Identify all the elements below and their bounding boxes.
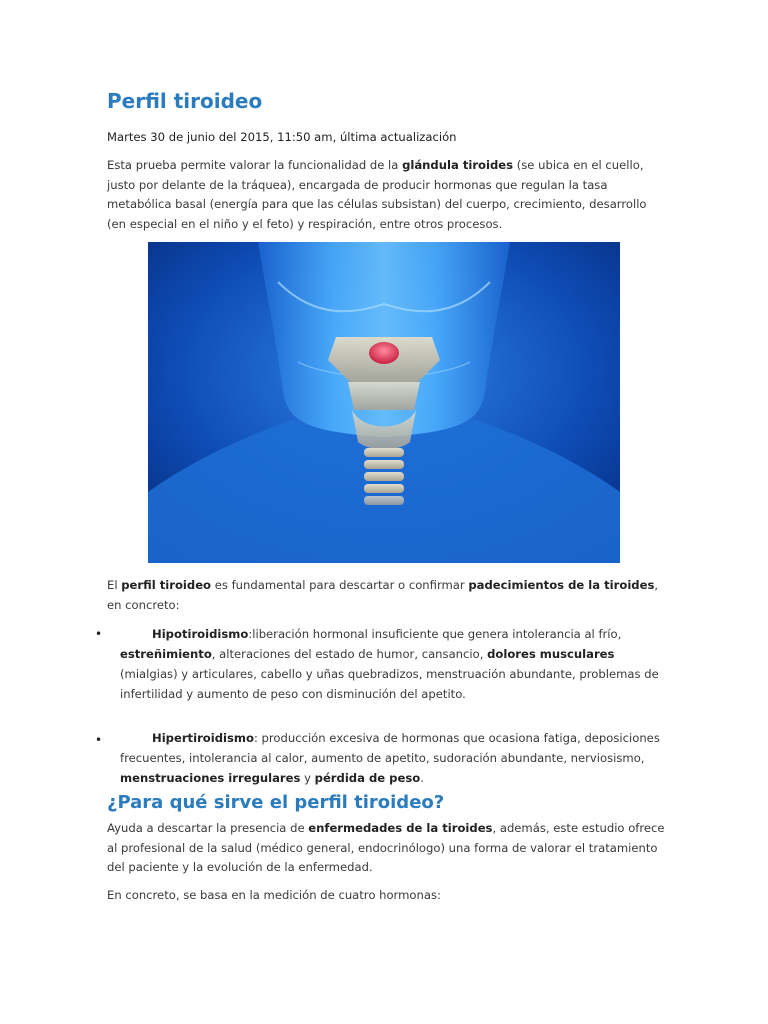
list-item-hipertiroidismo <box>120 728 660 788</box>
list-bullet: • <box>95 627 103 641</box>
concept-bold-1: perfil tiroideo <box>121 578 212 592</box>
section-bold-1: enfermedades de la tiroides <box>308 821 493 835</box>
concept-text-1: El <box>107 578 122 592</box>
list-text: (mialgias) y articulares, cabello y uñas quebradizos, menstruación abundante, problemas de infertilidad y aumento de peso con disminución del apetito. <box>120 667 659 701</box>
list-text: :liberación hormonal insuficiente que genera intolerancia al frío, <box>248 627 622 641</box>
section-text-2: , además, este estudio ofrece al profesional de la salud (médico general, endocrinólogo) una forma de valorar el tratamiento del paciente y la evolución de la enfermedad. <box>107 821 665 874</box>
list-bullet: • <box>95 733 103 747</box>
list-text: y <box>300 771 315 785</box>
hormones-intro-paragraph: En concreto, se basa en la medición de cuatro hormonas: <box>107 888 441 902</box>
intro-paragraph <box>107 156 667 234</box>
section-heading: ¿Para qué sirve el perfil tiroideo? <box>107 792 445 813</box>
article-date: Martes 30 de junio del 2015, 11:50 am, última actualización <box>107 130 457 144</box>
intro-text-1: Esta prueba permite valorar la funcionalidad de la <box>107 158 403 172</box>
list-text: , alteraciones del estado de humor, cansancio, <box>211 647 488 661</box>
list-item-hipotiroidismo <box>120 624 660 704</box>
list-text: . <box>420 771 424 785</box>
list-bold: pérdida de peso <box>314 771 421 785</box>
concept-text-2: es fundamental para descartar o confirmar <box>211 578 469 592</box>
section-text-1: Ayuda a descartar la presencia de <box>107 821 309 835</box>
intro-text-2: (se ubica en el cuello, justo por delante de la tráquea), encargada de producir hormonas que regulan la tasa metabólica basal (energía para que las células subsistan) del cuerpo, crecimiento, desarrollo (en especial en el niño y el feto) y respiración, entre otros procesos. <box>107 158 647 231</box>
concept-paragraph <box>107 576 667 615</box>
intro-bold-1: glándula tiroides <box>402 158 514 172</box>
section-paragraph <box>107 819 667 878</box>
list-term: Hipertiroidismo <box>152 731 254 745</box>
list-term: Hipotiroidismo <box>152 627 249 641</box>
list-bold: dolores musculares <box>487 647 615 661</box>
article-title: Perfil tiroideo <box>107 89 263 113</box>
concept-bold-2: padecimientos de la tiroides <box>468 578 655 592</box>
list-bold: menstruaciones irregulares <box>120 771 301 785</box>
thyroid-neck-icon <box>148 242 620 563</box>
thyroid-illustration <box>148 242 620 563</box>
list-bold: estreñimiento <box>120 647 212 661</box>
list-text: : producción excesiva de hormonas que ocasiona fatiga, deposiciones frecuentes, intolerancia al calor, aumento de apetito, sudoración abundante, nerviosismo, <box>120 731 660 765</box>
concept-text-3: , en concreto: <box>107 578 659 612</box>
